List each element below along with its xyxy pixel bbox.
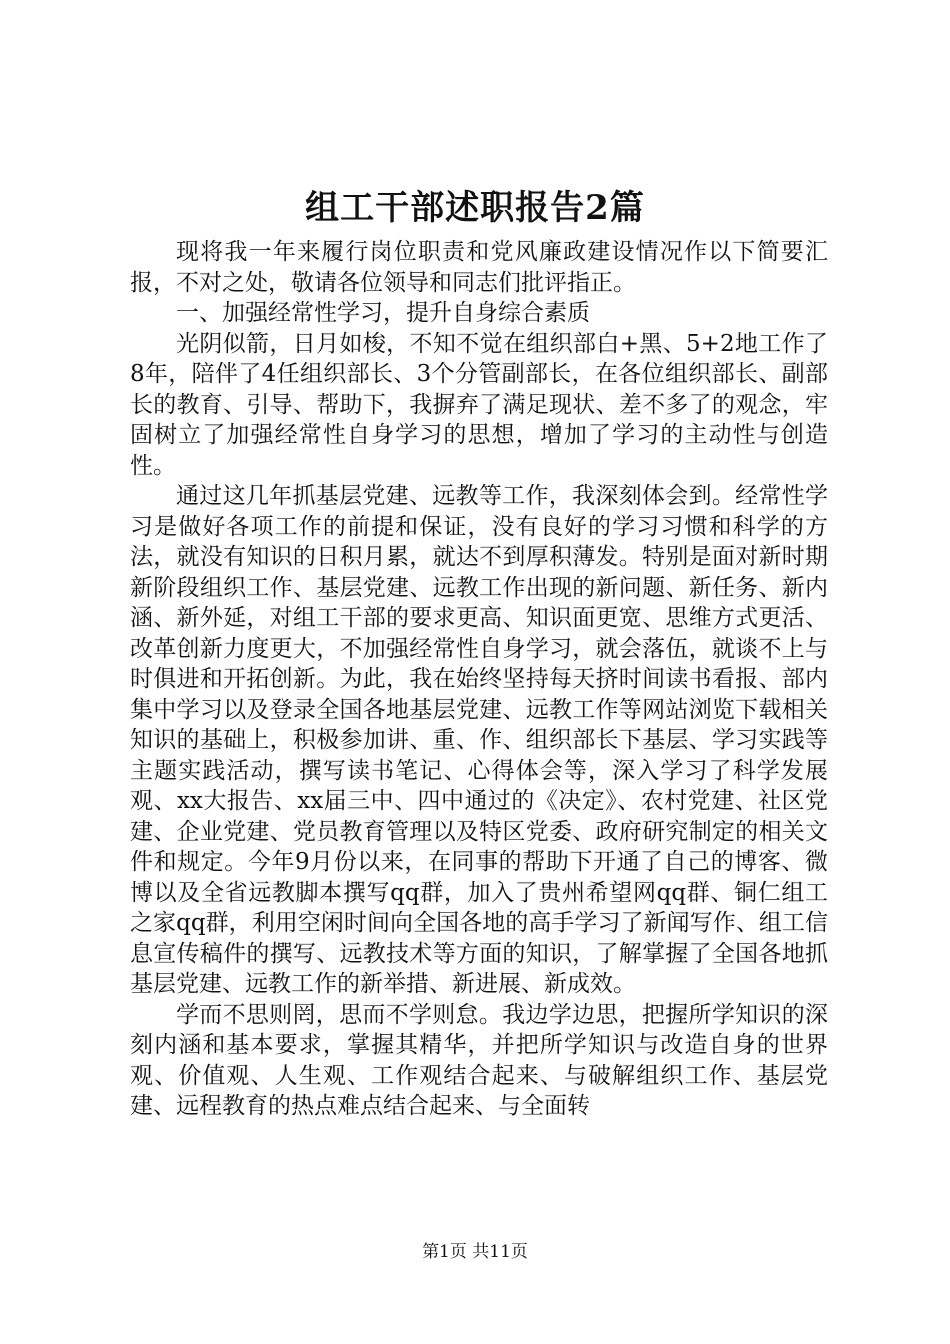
document-body: [130, 237, 828, 1122]
document-title: 组工干部述职报告2篇: [305, 188, 645, 228]
paragraph-intro: 现将我一年来履行岗位职责和党风廉政建设情况作以下简要汇报，不对之处，敬请各位领导和同志们批评指正。: [130, 239, 828, 296]
paragraph: 学而不思则罔，思而不学则怠。我边学边思，把握所学知识的深刻内涵和基本要求，掌握其精华，并把所学知识与改造自身的世界观、价值观、人生观、工作观结合起来、与破解组织工作、基层党建、远程教育的热点难点结合起来、与全面转: [130, 1001, 828, 1119]
page-footer: 第1页 共11页: [422, 1242, 528, 1262]
paragraph: 通过这几年抓基层党建、远教等工作，我深刻体会到。经常性学习是做好各项工作的前提和保证，没有良好的学习习惯和科学的方法，就没有知识的日积月累，就达不到厚积薄发。特别是面对新时期新阶段组织工作、基层党建、远教工作出现的新问题、新任务、新内涵、新外延，对组工干部的要求更高、知识面更宽、思维方式更活、改革创新力度更大，不加强经常性自身学习，就会落伍，就谈不上与时俱进和开拓创新。为此，我在始终坚持每天挤时间读书看报、部内集中学习以及登录全国各地基层党建、远教工作等网站浏览下载相关知识的基础上，积极参加讲、重、作、组织部长下基层、学习实践等主题实践活动，撰写读书笔记、心得体会等，深入学习了科学发展观、xx大报告、xx届三中、四中通过的《决定》、农村党建、社区党建、企业党建、党员教育管理以及特区党委、政府研究制定的相关文件和规定。今年9月份以来，在同事的帮助下开通了自己的博客、微博以及全省远教脚本撰写qq群，加入了贵州希望网qq群、铜仁组工之家qq群，利用空闲时间向全国各地的高手学习了新闻写作、组工信息宣传稿件的撰写、远教技术等方面的知识，了解掌握了全国各地抓基层党建、远教工作的新举措、新进展、新成效。: [130, 483, 828, 997]
section-heading: 一、加强经常性学习，提升自身综合素质: [176, 300, 590, 326]
paragraph: 光阴似箭，日月如梭，不知不觉在组织部白+黑、5+2地工作了8年，陪伴了4任组织部长、3个分管副部长，在各位组织部长、副部长的教育、引导、帮助下，我摒弃了满足现状、差不多了的观念，牢固树立了加强经常性自身学习的思想，增加了学习的主动性与创造性。: [130, 330, 828, 479]
